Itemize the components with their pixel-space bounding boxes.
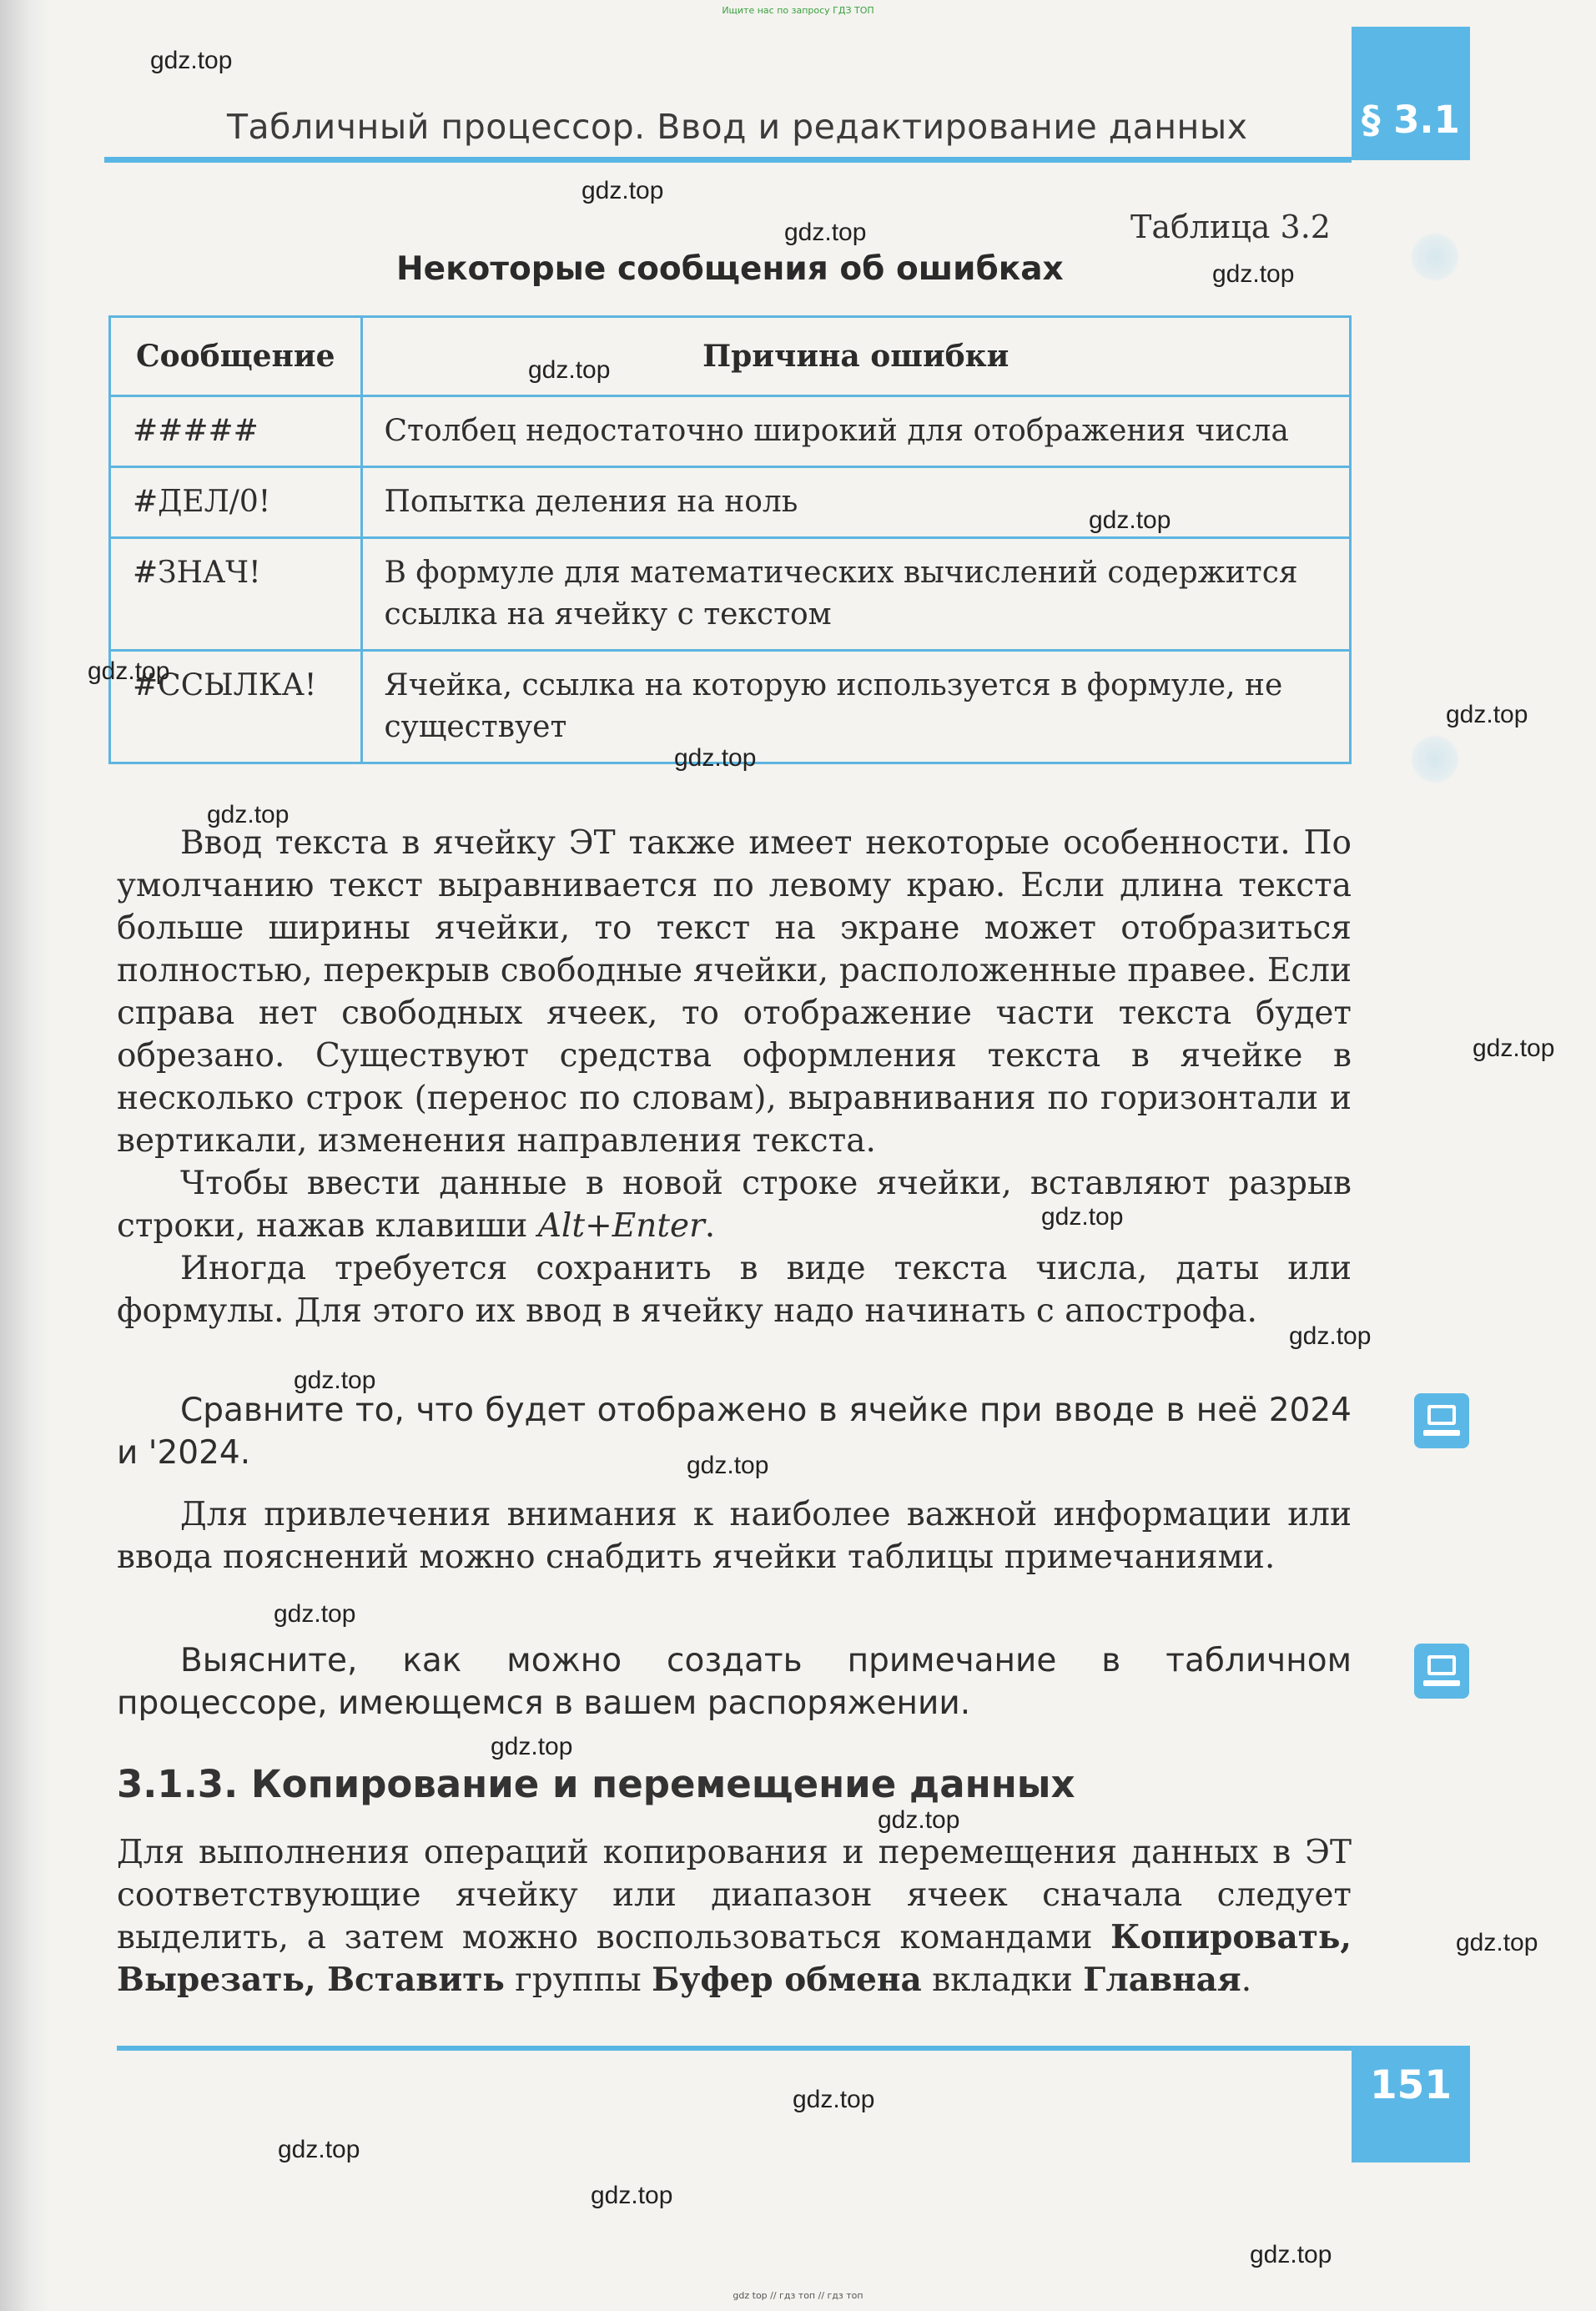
- watermark: gdz.top: [1473, 1035, 1555, 1062]
- computer-task-icon: [1414, 1644, 1469, 1699]
- error-reason: Столбец недостаточно широкий для отображения числа: [361, 396, 1351, 467]
- table-number: Таблица 3.2: [1130, 209, 1331, 245]
- error-code: #ДЕЛ/0!: [110, 467, 362, 538]
- task-compare: Сравните то, что будет отображено в ячейке при вводе в неё 2024 и '2024.: [117, 1392, 1352, 1472]
- watermark: gdz.top: [1289, 1322, 1372, 1350]
- page-number: 151: [1369, 2062, 1453, 2108]
- text: группы: [504, 1961, 652, 1999]
- separator: ,: [1340, 1918, 1352, 1956]
- tab-home: Главная: [1083, 1961, 1241, 1999]
- error-reason: Ячейка, ссылка на которую используется в формуле, не существует: [361, 651, 1351, 763]
- paragraph-copy-move: [117, 1831, 1352, 2001]
- error-code: #####: [110, 396, 362, 467]
- watermark: gdz.top: [150, 47, 233, 74]
- page-gutter-shadow: [0, 0, 50, 2311]
- paragraph-text-input: Ввод текста в ячейку ЭТ также имеет некоторые особенности. По умолчанию текст выравнивается по левому краю. Если длина текста больше ширины ячейки, то текст на экране может отобразиться полностью, перекрыв свободные ячейки, расположенные правее. Если справа нет свободных ячеек, то отображение части текста будет обрезано. Существуют средства оформления текста в ячейке в несколько строк (перенос по словам), выравнивания по горизонтали и вертикали, изменения направления текста.: [117, 824, 1352, 1160]
- header-rule: [104, 157, 1352, 163]
- watermark: gdz.top: [294, 1367, 376, 1394]
- watermark: gdz.top: [878, 1806, 960, 1834]
- watermark: gdz.top: [278, 2136, 360, 2163]
- watermark: gdz.top: [674, 744, 757, 772]
- watermark: gdz.top: [687, 1452, 769, 1479]
- error-code: #ЗНАЧ!: [110, 538, 362, 651]
- separator: ,: [304, 1961, 328, 1999]
- watermark: gdz.top: [591, 2182, 673, 2209]
- watermark: gdz.top: [582, 177, 664, 204]
- paragraph-line-break: [117, 1162, 1352, 1247]
- running-header-title: Табличный процессор. Ввод и редактирование данных: [227, 107, 1248, 147]
- command-copy: Копировать: [1110, 1918, 1341, 1956]
- error-reason: В формуле для математических вычислений содержится ссылка на ячейку с текстом: [361, 538, 1351, 651]
- text: Для выполнения операций копирования и перемещения данных в ЭТ соответствующие ячейку или диапазон ячеек сначала следует выделить, а затем можно воспользоваться командами: [117, 1834, 1352, 1956]
- watermark: gdz.top: [88, 657, 170, 685]
- watermark: gdz.top: [491, 1733, 573, 1760]
- text: Чтобы ввести данные в новой строке ячейки, вставляют разрыв строки, нажав клавиши: [117, 1165, 1352, 1245]
- computer-task-icon: [1414, 1393, 1469, 1448]
- command-paste: Вставить: [327, 1961, 505, 1999]
- text: .: [1241, 1961, 1252, 1999]
- section-number: § 3.1: [1362, 98, 1460, 142]
- paragraph-notes: Для привлечения внимания к наиболее важной информации или ввода пояснений можно снабдить ячейки таблицы примечаниями.: [117, 1496, 1352, 1576]
- error-messages-table: [108, 315, 1352, 764]
- watermark: gdz.top: [1446, 701, 1528, 728]
- text: .: [704, 1207, 716, 1245]
- task-comments: Выясните, как можно создать примечание в табличном процессоре, имеющемся в вашем распоряжении.: [117, 1642, 1352, 1722]
- watermark: gdz.top: [1456, 1929, 1538, 1956]
- top-note: Ищите нас по запросу ГДЗ ТОП: [722, 5, 874, 16]
- margin-ornament: [1410, 734, 1460, 784]
- keyboard-shortcut: Alt+Enter: [537, 1207, 705, 1245]
- watermark: gdz.top: [528, 356, 611, 384]
- command-cut: Вырезать: [117, 1961, 305, 1999]
- paragraph-apostrophe: Иногда требуется сохранить в виде текста числа, даты или формулы. Для этого их ввод в ячейку надо начинать с апострофа.: [117, 1250, 1352, 1330]
- section-tab: [1352, 27, 1470, 160]
- margin-ornament: [1410, 232, 1460, 282]
- table-header-row: [110, 317, 1351, 396]
- watermark: gdz.top: [793, 2086, 875, 2113]
- group-clipboard: Буфер обмена: [652, 1961, 922, 1999]
- watermark: gdz.top: [1212, 260, 1295, 288]
- watermark: gdz.top: [784, 219, 867, 246]
- text: вкладки: [921, 1961, 1084, 1999]
- watermark: gdz.top: [207, 801, 289, 828]
- watermark: gdz.top: [274, 1600, 356, 1628]
- table-row: [110, 538, 1351, 651]
- error-reason: Попытка деления на ноль: [361, 467, 1351, 538]
- subsection-title: 3.1.3. Копирование и перемещение данных: [117, 1762, 1075, 1806]
- table-title: Некоторые сообщения об ошибках: [396, 250, 1064, 288]
- header-reason: Причина ошибки: [361, 317, 1351, 396]
- watermark: gdz.top: [1089, 506, 1171, 534]
- table-row: [110, 396, 1351, 467]
- watermark: gdz.top: [1250, 2241, 1332, 2268]
- footer-rule: [117, 2046, 1352, 2051]
- bottom-note: gdz top // гдз топ // гдз топ: [733, 2290, 863, 2301]
- page-number-tab: [1352, 2046, 1470, 2162]
- watermark: gdz.top: [1041, 1203, 1124, 1231]
- error-code: #ССЫЛКА!: [110, 651, 362, 763]
- header-message: Сообщение: [110, 317, 362, 396]
